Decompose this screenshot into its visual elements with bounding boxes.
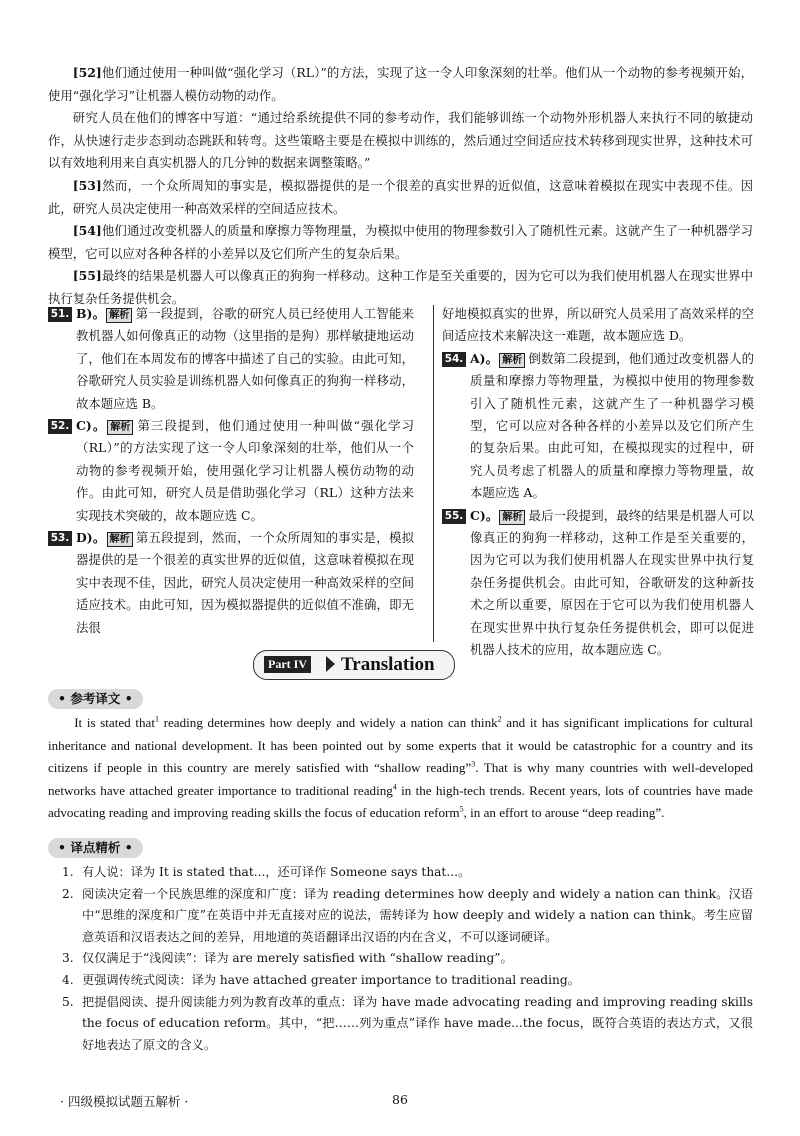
running-footer: · 四级模拟试题五解析 · — [60, 1094, 189, 1109]
question-number-badge: 51. — [48, 307, 72, 322]
answer-choice: B)。 — [76, 306, 106, 321]
note-item — [48, 992, 753, 1057]
analysis-tag: 解析 — [107, 532, 133, 547]
note-text: 有人说：译为 It is stated that...，还可译作 Someone says that...。 — [82, 865, 471, 879]
note-number: 3. — [62, 951, 74, 966]
passage-paragraph — [48, 175, 753, 220]
paragraph-number: [53] — [72, 177, 102, 193]
answer-explanation: 第一段提到，谷歌的研究人员已经使用人工智能来教机器人如何像真正的动物（这里指的是狗）那样敏捷地运动了，他们在本周发布的博客中描述了自己的实验。由此可知，谷歌研究人员实验是训练机器人如何像真正的狗狗一样移动，故本题应选 B。 — [76, 306, 415, 411]
part-title: Translation — [341, 654, 435, 675]
passage-paragraph — [48, 107, 753, 175]
answer-item — [442, 505, 754, 662]
translation-segment: , in an effort to arouse “deep reading”. — [463, 805, 665, 821]
answer-item — [48, 415, 414, 527]
translation-segment: reading determines how deeply and widely a nation can think — [159, 715, 498, 730]
translation-segment: It is stated that — [74, 715, 155, 730]
analysis-tag: 解析 — [499, 510, 525, 525]
reference-translation — [48, 712, 753, 825]
note-text: 更强调传统式阅读：译为 have attached greater importance to traditional reading。 — [82, 972, 580, 987]
note-number: 5. — [62, 994, 74, 1009]
question-number-badge: 52. — [48, 419, 72, 434]
paragraph-number: [52] — [72, 65, 102, 80]
translation-notes — [48, 862, 753, 1056]
answer-explanation: 第五段提到，然而，一个众所周知的事实是，模拟器提供的是一个很差的真实世界的近似值，这意味着模拟在现实中表现不佳，因此，研究人员决定使用一种高效采样的空间适应技术。由此可知，因为模拟器提供的近似值不准确，即无法很 — [76, 530, 415, 635]
answer-explanation: 第三段提到，他们通过使用一种叫做“强化学习（RL）”的方法实现了这一令人印象深刻的壮举，他们从一个动物的参考视频开始，使用强化学习让机器人模仿动物的动作。由此可知，研究人员是借助强化学习（RL）这种方法来实现技术突破的，故本题应选 C。 — [76, 418, 414, 523]
footnote-marker: 3 — [471, 759, 476, 769]
answer-explanation: 倒数第二段提到，他们通过改变机器人的质量和摩擦力等物理量，为模拟中使用的物理参数引入了随机性元素，这就产生了一种机器学习模型，它可以应对各种各样的小差异以及它们所产生的复杂后果。由此可知，在模拟现实的过程中，研究人员考虑了机器人的质量和摩擦力等物理量，故本题应选 A。 — [470, 350, 755, 501]
translation-notes-heading: • 译点精析 • — [48, 838, 143, 858]
paragraph-text: 他们通过使用一种叫做“强化学习（RL）”的方法，实现了这一令人印象深刻的壮举。他们从一个动物的参考视频开始，使用“强化学习”让机器人模仿动物的动作。 — [48, 65, 753, 103]
answer-item — [442, 348, 754, 505]
analysis-tag: 解析 — [107, 420, 133, 435]
answer-choice: C)。 — [470, 507, 499, 523]
answer-choice: A)。 — [470, 350, 499, 366]
answers-left-column — [48, 303, 414, 639]
note-item — [48, 862, 753, 884]
note-text: 阅读决定着一个民族思维的深度和广度：译为 reading determines how deeply and widely a nation can think。汉语中“思维的深度和广度”在英语中并无直接对应的说法，需转译为 how deeply and widely a nation can think。考生应留意英语和汉语表达之间的差异，用地道的英语翻译出汉语的内在含义，不可以逐词硬译。 — [82, 886, 753, 944]
answer-explanation: 最后一段提到，最终的结果是机器人可以像真正的狗狗一样移动，这种工作是至关重要的，因为它可以为我们使用机器人在现实世界中执行复杂任务提供机会。由此可知，谷歌研发的这种新技术之所以重要，原因在于它可以为我们使用机器人在现实世界中执行复杂任务提供机会，即可以促进机器人技术的应用，故本题应选 C。 — [470, 507, 754, 658]
note-number: 2. — [62, 886, 74, 901]
passage-paragraph — [48, 62, 753, 107]
answer-explanation-continued: 好地模拟真实的世界，所以研究人员采用了高效采样的空间适应技术来解决这一难题，故本题应选 D。 — [442, 306, 754, 344]
footnote-marker: 2 — [497, 714, 502, 724]
question-number-badge: 55. — [442, 509, 466, 524]
answer-item — [48, 303, 414, 415]
part-label: Part IV — [264, 656, 311, 673]
footnote-marker: 1 — [155, 714, 159, 724]
play-arrow-icon — [326, 656, 335, 672]
note-number: 1. — [62, 865, 74, 879]
note-item — [48, 948, 753, 970]
page-number: 86 — [392, 1092, 408, 1107]
note-item — [48, 884, 753, 949]
translation-segment: . That is why many countries with well-developed networks have attached greater importance to traditional reading — [48, 760, 753, 798]
translation-notes-heading-text: 译点精析 — [70, 840, 121, 855]
reference-translation-heading: • 参考译文 • — [48, 689, 143, 709]
answer-choice: C)。 — [76, 418, 107, 434]
paragraph-text: 最终的结果是机器人可以像真正的狗狗一样移动。这种工作是至关重要的，因为它可以为我们使用机器人在现实世界中执行复杂任务提供机会。 — [48, 268, 753, 306]
note-number: 4. — [62, 972, 74, 987]
question-number-badge: 53. — [48, 531, 72, 546]
translation-segment: and it has significant implications for cultural inheritance and national development. It has been pointed out by some experts that it would be catastrophic for a country and its citizens if people in this country are merely satisfied with “shallow reading” — [48, 715, 754, 776]
passage-translation — [48, 62, 753, 311]
translation-segment: in the high-tech trends. Recent years, lots of countries have made advocating reading and improving reading skills the focus of education reform — [48, 782, 753, 821]
reference-translation-heading-text: 参考译文 — [70, 691, 121, 706]
passage-paragraph — [48, 220, 753, 265]
paragraph-text: 他们通过改变机器人的质量和摩擦力等物理量，为模拟中使用的物理参数引入了随机性元素。这就产生了一种机器学习模型，它可以应对各种各样的小差异以及它们所产生的复杂后果。 — [48, 223, 753, 261]
answer-choice: D)。 — [76, 530, 106, 546]
analysis-tag: 解析 — [106, 308, 132, 323]
question-number-badge: 54. — [442, 352, 466, 367]
paragraph-number: [54] — [72, 223, 102, 239]
paragraph-text: 然而，一个众所周知的事实是，模拟器提供的是一个很差的真实世界的近似值，这意味着模拟在现实中表现不佳。因此，研究人员决定使用一种高效采样的空间适应技术。 — [48, 177, 753, 216]
note-text: 仅仅满足于“浅阅读”：译为 are merely satisfied with “shallow reading”。 — [82, 951, 513, 966]
paragraph-text: 研究人员在他们的博客中写道：“通过给系统提供不同的参考动作，我们能够训练一个动物外形机器人来执行不同的敏捷动作，从快速行走步态到动态跳跃和转弯。这些策略主要是在模拟中训练的，然后通过空间适应技术转移到现实世界，这种技术可以有效地利用来自真实机器人的几分钟的数据来调整策略。” — [48, 110, 753, 171]
part-heading — [253, 650, 455, 680]
paragraph-number: [55] — [72, 268, 102, 284]
analysis-tag: 解析 — [499, 353, 525, 368]
column-divider — [433, 305, 434, 642]
answer-item — [48, 527, 414, 639]
footnote-marker: 5 — [459, 805, 464, 815]
footnote-marker: 4 — [392, 782, 397, 792]
answers-right-column — [442, 303, 754, 662]
note-item — [48, 970, 753, 992]
note-text: 把提倡阅读、提升阅读能力列为教育改革的重点：译为 have made advocating reading and improving reading skills the focus of education reform。其中，“把……列为重点”译作 have made...the focus，既符合英语的表达方式，又很好地表达了原文的含义。 — [82, 994, 753, 1052]
